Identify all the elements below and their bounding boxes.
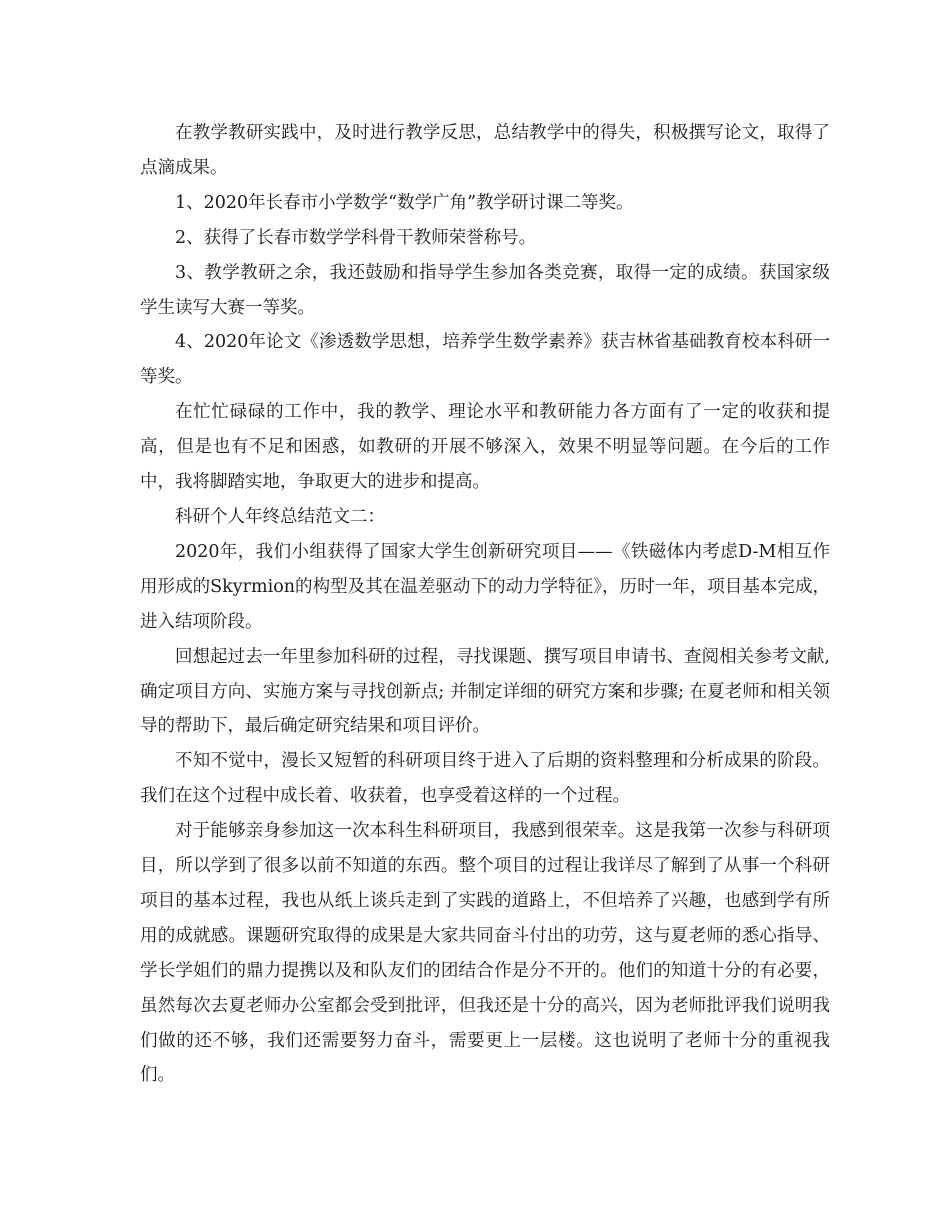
paragraph-gratitude: 对于能够亲身参加这一次本科生科研项目，我感到很荣幸。这是我第一次参与科研项目，所以学到了很多以前不知道的东西。整个项目的过程让我详尽了解到了从事一个科研项目的基本过程，我也从纸上谈兵走到了实践的道路上，不但培养了兴趣，也感到学有所用的成就感。课题研究取得的成果是大家共同奋斗付出的功劳，这与夏老师的悉心指导、学长学姐们的鼎力提携以及和队友们的团结合作是分不开的。他们的知道十分的有必要，虽然每次去夏老师办公室都会受到批评，但我还是十分的高兴，因为老师批评我们说明我们做的还不够，我们还需要努力奋斗，需要更上一层楼。这也说明了老师十分的重视我们。 xyxy=(140,821,830,1086)
paragraph-item-2: 2、获得了长春市数学学科骨干教师荣誉称号。 xyxy=(175,227,537,248)
document-body xyxy=(140,116,830,1093)
paragraph-item-4: 4、2020年论文《渗透数学思想，培养学生数学素养》获吉林省基础教育校本科研一等奖。 xyxy=(140,332,830,388)
paragraph-item-3: 3、教学教研之余，我还鼓励和指导学生参加各类竞赛，取得一定的成绩。获国家级学生读写大赛一等奖。 xyxy=(140,262,830,318)
paragraph-project: 2020年，我们小组获得了国家大学生创新研究项目——《铁磁体内考虑D-M相互作用形成的Skyrmion的构型及其在温差驱动下的动力学特征》，历时一年，项目基本完成，进入结项阶段。 xyxy=(140,541,830,632)
section-heading: 科研个人年终总结范文二： xyxy=(175,506,385,527)
paragraph-item-1: 1、2020年长春市小学数学“数学广角”教学研讨课二等奖。 xyxy=(175,192,634,213)
paragraph-stage: 不知不觉中，漫长又短暂的科研项目终于进入了后期的资料整理和分析成果的阶段。我们在这个过程中成长着、收获着，也享受着这样的一个过程。 xyxy=(140,751,830,807)
paragraph-summary: 在忙忙碌碌的工作中，我的教学、理论水平和教研能力各方面有了一定的收获和提高，但是也有不足和困惑，如教研的开展不够深入，效果不明显等问题。在今后的工作中，我将脚踏实地，争取更大的进步和提高。 xyxy=(140,402,830,493)
paragraph-process: 回想起过去一年里参加科研的过程，寻找课题、撰写项目申请书、查阅相关参考文献, 确定项目方向、实施方案与寻找创新点; 并制定详细的研究方案和步骤; 在夏老师和相关领导的帮助下，最后确定研究结果和项目评价。 xyxy=(140,646,830,737)
paragraph-reflection: 在教学教研实践中，及时进行教学反思，总结教学中的得失，积极撰写论文，取得了点滴成果。 xyxy=(140,123,830,178)
